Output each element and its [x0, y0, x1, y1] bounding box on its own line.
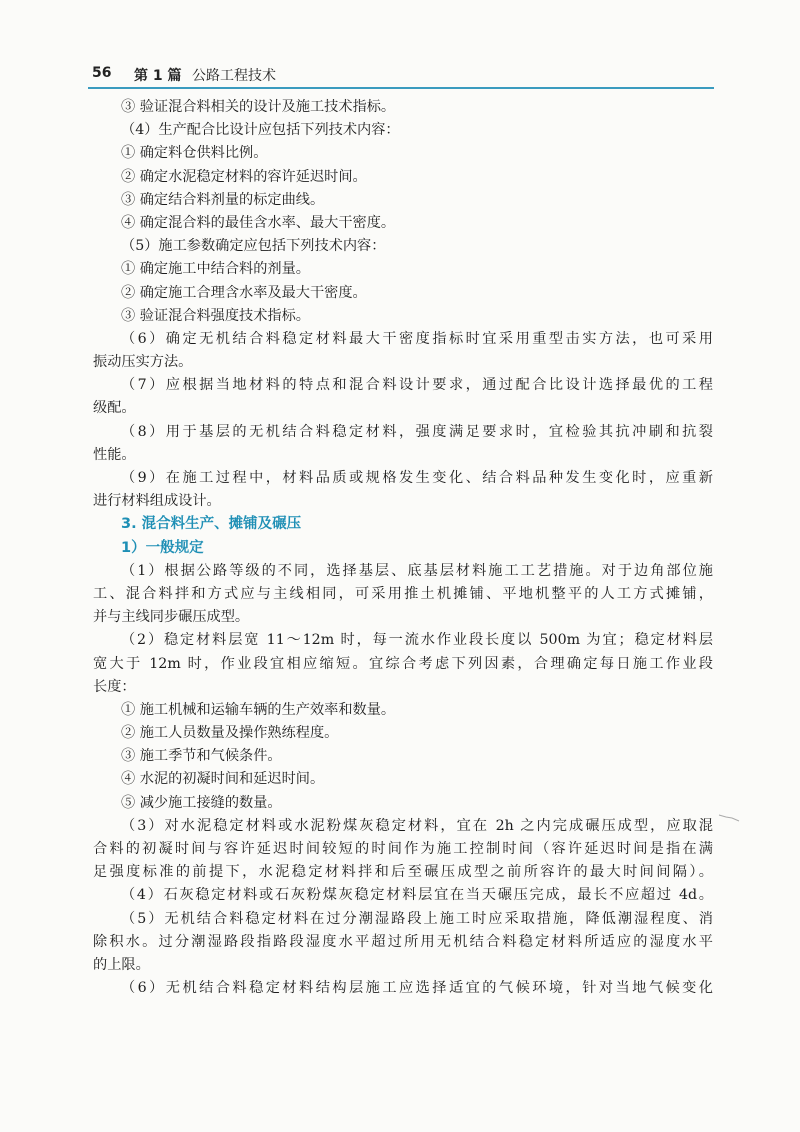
- text-line: （5）施工参数确定应包括下列技术内容：: [121, 238, 386, 255]
- scan-mark-icon: [718, 812, 740, 822]
- text-line: （6）无机结合料稳定材料结构层施工应选择适宜的气候环境，针对当地气候变化: [121, 980, 713, 997]
- text-line: ① 确定料仓供料比例。: [121, 145, 268, 162]
- text-line: ③ 验证混合料强度技术指标。: [121, 307, 310, 324]
- text-line: 合料的初凝时间与容许延迟时间较短的时间作为施工控制时间（容许延迟时间是指在满: [93, 841, 713, 857]
- text-line: 性能。: [93, 446, 136, 463]
- text-line: （6）确定无机结合料稳定材料最大干密度指标时宜采用重型击实方法，也可采用: [121, 330, 713, 347]
- section-heading: 1）一般规定: [121, 539, 204, 556]
- text-line: （1）根据公路等级的不同，选择基层、底基层材料施工工艺措施。对于边角部位施: [121, 562, 713, 579]
- text-line: 除积水。过分潮湿路段指路段湿度水平超过所用无机结合料稳定材料所适应的湿度水平: [93, 933, 713, 950]
- running-header: [92, 60, 712, 86]
- text-line: （4）石灰稳定材料或石灰粉煤灰稳定材料层宜在当天碾压完成，最长不应超过 4d。: [121, 887, 713, 904]
- text-line: （9）在施工过程中，材料品质或规格发生变化、结合料品种发生变化时，应重新: [121, 470, 713, 486]
- text-line: ① 施工机械和运输车辆的生产效率和数量。: [121, 701, 396, 718]
- text-line: 长度：: [93, 678, 136, 695]
- text-line: ① 确定施工中结合料的剂量。: [121, 261, 310, 278]
- text-line: 振动压实方法。: [93, 354, 193, 371]
- text-line: 的上限。: [93, 956, 150, 973]
- text-line: ④ 水泥的初凝时间和延迟时间。: [121, 771, 325, 788]
- text-line: 进行材料组成设计。: [93, 493, 221, 510]
- part-label: 第 1 篇: [134, 68, 182, 84]
- body-text: [93, 96, 713, 1000]
- text-line: ② 确定水泥稳定材料的容许延迟时间。: [121, 168, 367, 185]
- text-line: ② 施工人员数量及操作熟练程度。: [121, 725, 339, 742]
- header-rule: [88, 87, 714, 89]
- text-line: ③ 确定结合料剂量的标定曲线。: [121, 191, 325, 208]
- text-line: ③ 验证混合料相关的设计及施工技术指标。: [121, 99, 396, 115]
- text-line: （7）应根据当地材料的特点和混合料设计要求，通过配合比设计选择最优的工程: [121, 377, 713, 394]
- text-line: ④ 确定混合料的最佳含水率、最大干密度。: [121, 214, 396, 231]
- text-line: ⑤ 减少施工接缝的数量。: [121, 794, 282, 811]
- text-line: （4）生产配合比设计应包括下列技术内容：: [121, 122, 400, 139]
- text-line: ③ 施工季节和气候条件。: [121, 748, 282, 765]
- text-line: （8）用于基层的无机结合料稳定材料，强度满足要求时，宜检验其抗冲刷和抗裂: [121, 423, 713, 440]
- section-heading: 3. 混合料生产、摊铺及碾压: [121, 516, 302, 533]
- text-line: 并与主线同步碾压成型。: [93, 609, 250, 626]
- part-title: 公路工程技术: [192, 68, 276, 84]
- text-line: 宽大于 12m 时，作业段宜相应缩短。宜综合考虑下列因素，合理确定每日施工作业段: [93, 655, 713, 672]
- text-line: 工、混合料拌和方式应与主线相同，可采用推土机摊铺、平地机整平的人工方式摊铺，: [93, 585, 713, 602]
- text-line: （3）对水泥稳定材料或水泥粉煤灰稳定材料，宜在 2h 之内完成碾压成型，应取混: [121, 817, 713, 834]
- text-line: 级配。: [93, 400, 136, 417]
- text-line: （2）稳定材料层宽 11～12m 时，每一流水作业段长度以 500m 为宜；稳定材料层: [121, 632, 713, 649]
- text-line: 足强度标准的前提下，水泥稳定材料拌和后至碾压成型之前所容许的最大时间间隔）。: [93, 864, 713, 881]
- text-line: （5）无机结合料稳定材料在过分潮湿路段上施工时应采取措施，降低潮湿程度、消: [121, 910, 713, 927]
- page-number: 56: [92, 65, 112, 81]
- text-line: ② 确定施工合理含水率及最大干密度。: [121, 284, 367, 301]
